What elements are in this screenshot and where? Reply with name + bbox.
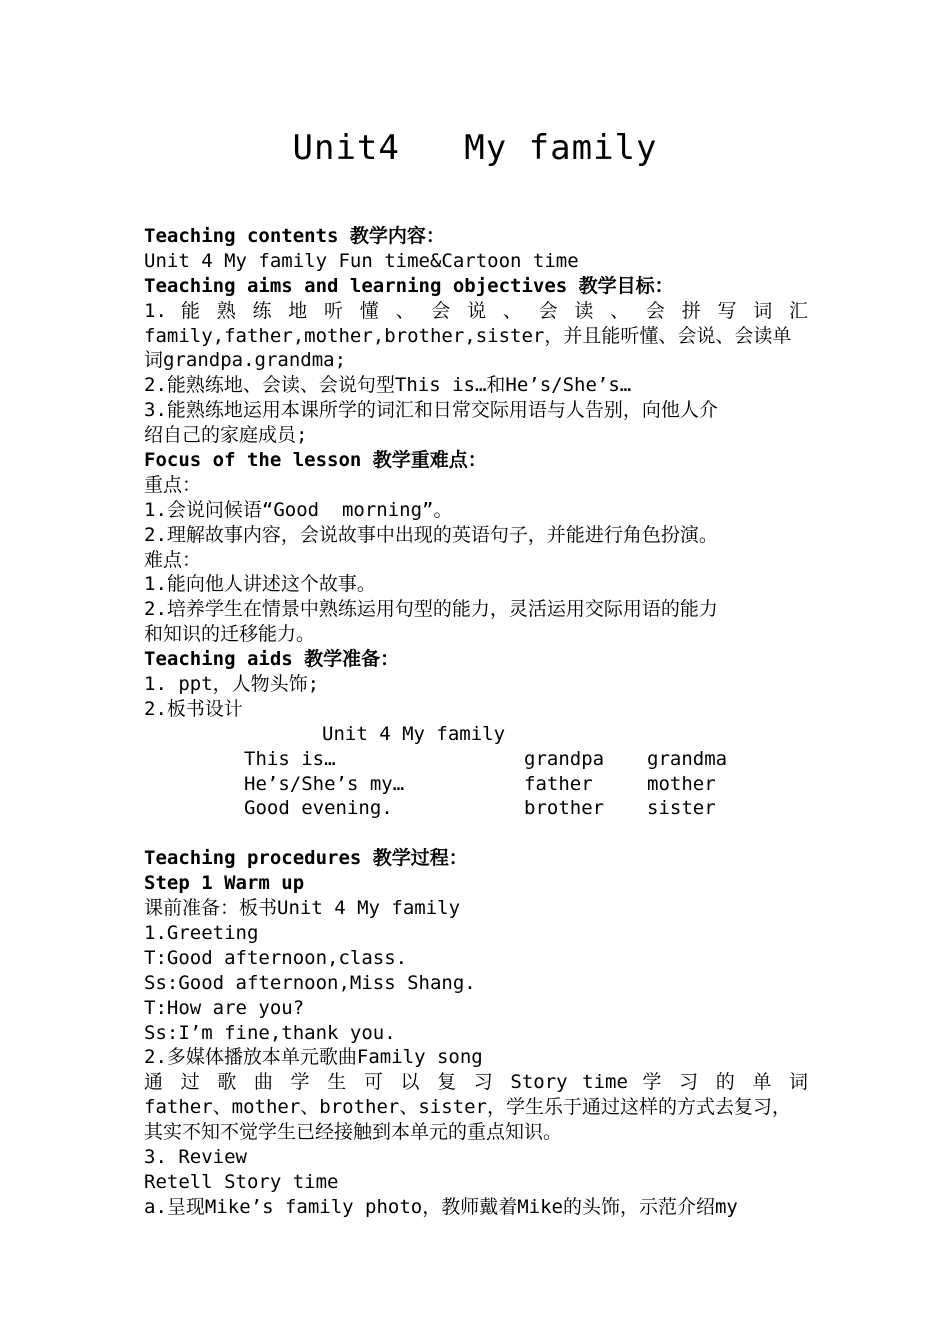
aids-heading: Teaching aids 教学准备： bbox=[144, 648, 400, 671]
difficult-point-2: 2.培养学生在情景中熟练运用句型的能力，灵活运用交际用语的能力 bbox=[144, 598, 718, 621]
contents-line: Unit 4 My family Fun time&Cartoon time bbox=[144, 249, 579, 272]
board-cell: mother bbox=[647, 772, 716, 795]
page-title: Unit4 My family bbox=[292, 128, 658, 168]
spacer bbox=[144, 821, 808, 846]
key-point-1: 1.会说问候语“Good morning”。 bbox=[144, 498, 453, 521]
board-cell: This is… bbox=[244, 747, 336, 770]
procedure-line: 2.多媒体播放本单元歌曲Family song bbox=[144, 1046, 483, 1069]
board-cell: Good evening. bbox=[244, 797, 393, 820]
document-body bbox=[144, 224, 808, 1220]
procedure-line: T:Good afternoon,class. bbox=[144, 946, 408, 969]
board-cell: grandma bbox=[647, 747, 728, 770]
key-label: 重点： bbox=[144, 473, 202, 496]
board-cell: brother bbox=[524, 797, 605, 820]
procedures-heading: Teaching procedures 教学过程： bbox=[144, 847, 468, 870]
procedure-line: 通 过 歌 曲 学 生 可 以 复 习 Story time 学 习 的 单 词 bbox=[144, 1071, 808, 1094]
contents-heading: Teaching contents 教学内容： bbox=[144, 225, 445, 247]
difficult-label: 难点： bbox=[144, 548, 202, 571]
procedure-line: Ss:I’m fine,thank you. bbox=[144, 1021, 396, 1044]
aids-line-2: 2.板书设计 bbox=[144, 697, 243, 720]
procedure-line: father、mother、brother、sister，学生乐于通过这样的方式去复习， bbox=[144, 1096, 791, 1119]
board-cell: sister bbox=[647, 797, 716, 820]
focus-heading: Focus of the lesson 教学重难点： bbox=[144, 449, 487, 472]
board-row bbox=[144, 796, 808, 821]
procedure-line: T:How are you? bbox=[144, 996, 305, 1019]
board-row bbox=[144, 772, 808, 797]
board-title: Unit 4 My family bbox=[322, 722, 506, 745]
procedure-line: a.呈现Mike’s family photo，教师戴着Mike的头饰，示范介绍my bbox=[144, 1195, 738, 1218]
key-point-2: 2.理解故事内容，会说故事中出现的英语句子，并能进行角色扮演。 bbox=[144, 523, 718, 546]
aims-line-4: 2.能熟练地、会读、会说句型This is…和He’s/She’s… bbox=[144, 374, 632, 397]
difficult-point-3: 和知识的迁移能力。 bbox=[144, 623, 316, 646]
board-row bbox=[144, 747, 808, 772]
aids-line-1: 1. ppt，人物头饰; bbox=[144, 673, 320, 696]
procedure-line: Ss:Good afternoon,Miss Shang. bbox=[144, 971, 476, 994]
procedure-line: 1.Greeting bbox=[144, 921, 259, 944]
step1-heading: Step 1 Warm up bbox=[144, 872, 305, 895]
difficult-point-1: 1.能向他人讲述这个故事。 bbox=[144, 573, 376, 596]
aims-heading: Teaching aims and learning objectives 教学目标： bbox=[144, 274, 674, 297]
aims-line-2: family,father,mother,brother,sister，并且能听懂、会说、会读单 bbox=[144, 324, 792, 347]
aims-line-1: 1. 能 熟 练 地 听 懂 、 会 说 、 会 读 、 会 拼 写 词 汇 bbox=[144, 299, 808, 322]
board-cell: father bbox=[524, 772, 593, 795]
procedure-line: 其实不知不觉学生已经接触到本单元的重点知识。 bbox=[144, 1121, 563, 1144]
board-cell: grandpa bbox=[524, 747, 605, 770]
aims-line-6: 绍自己的家庭成员; bbox=[144, 424, 308, 447]
aims-line-3: 词grandpa.grandma; bbox=[144, 349, 347, 372]
procedure-line: 课前准备：板书Unit 4 My family bbox=[144, 897, 461, 920]
board-cell: He’s/She’s my… bbox=[244, 772, 405, 795]
procedure-line: 3. Review bbox=[144, 1145, 247, 1168]
procedure-line: Retell Story time bbox=[144, 1170, 339, 1193]
aims-line-5: 3.能熟练地运用本课所学的词汇和日常交际用语与人告别，向他人介 bbox=[144, 399, 718, 422]
